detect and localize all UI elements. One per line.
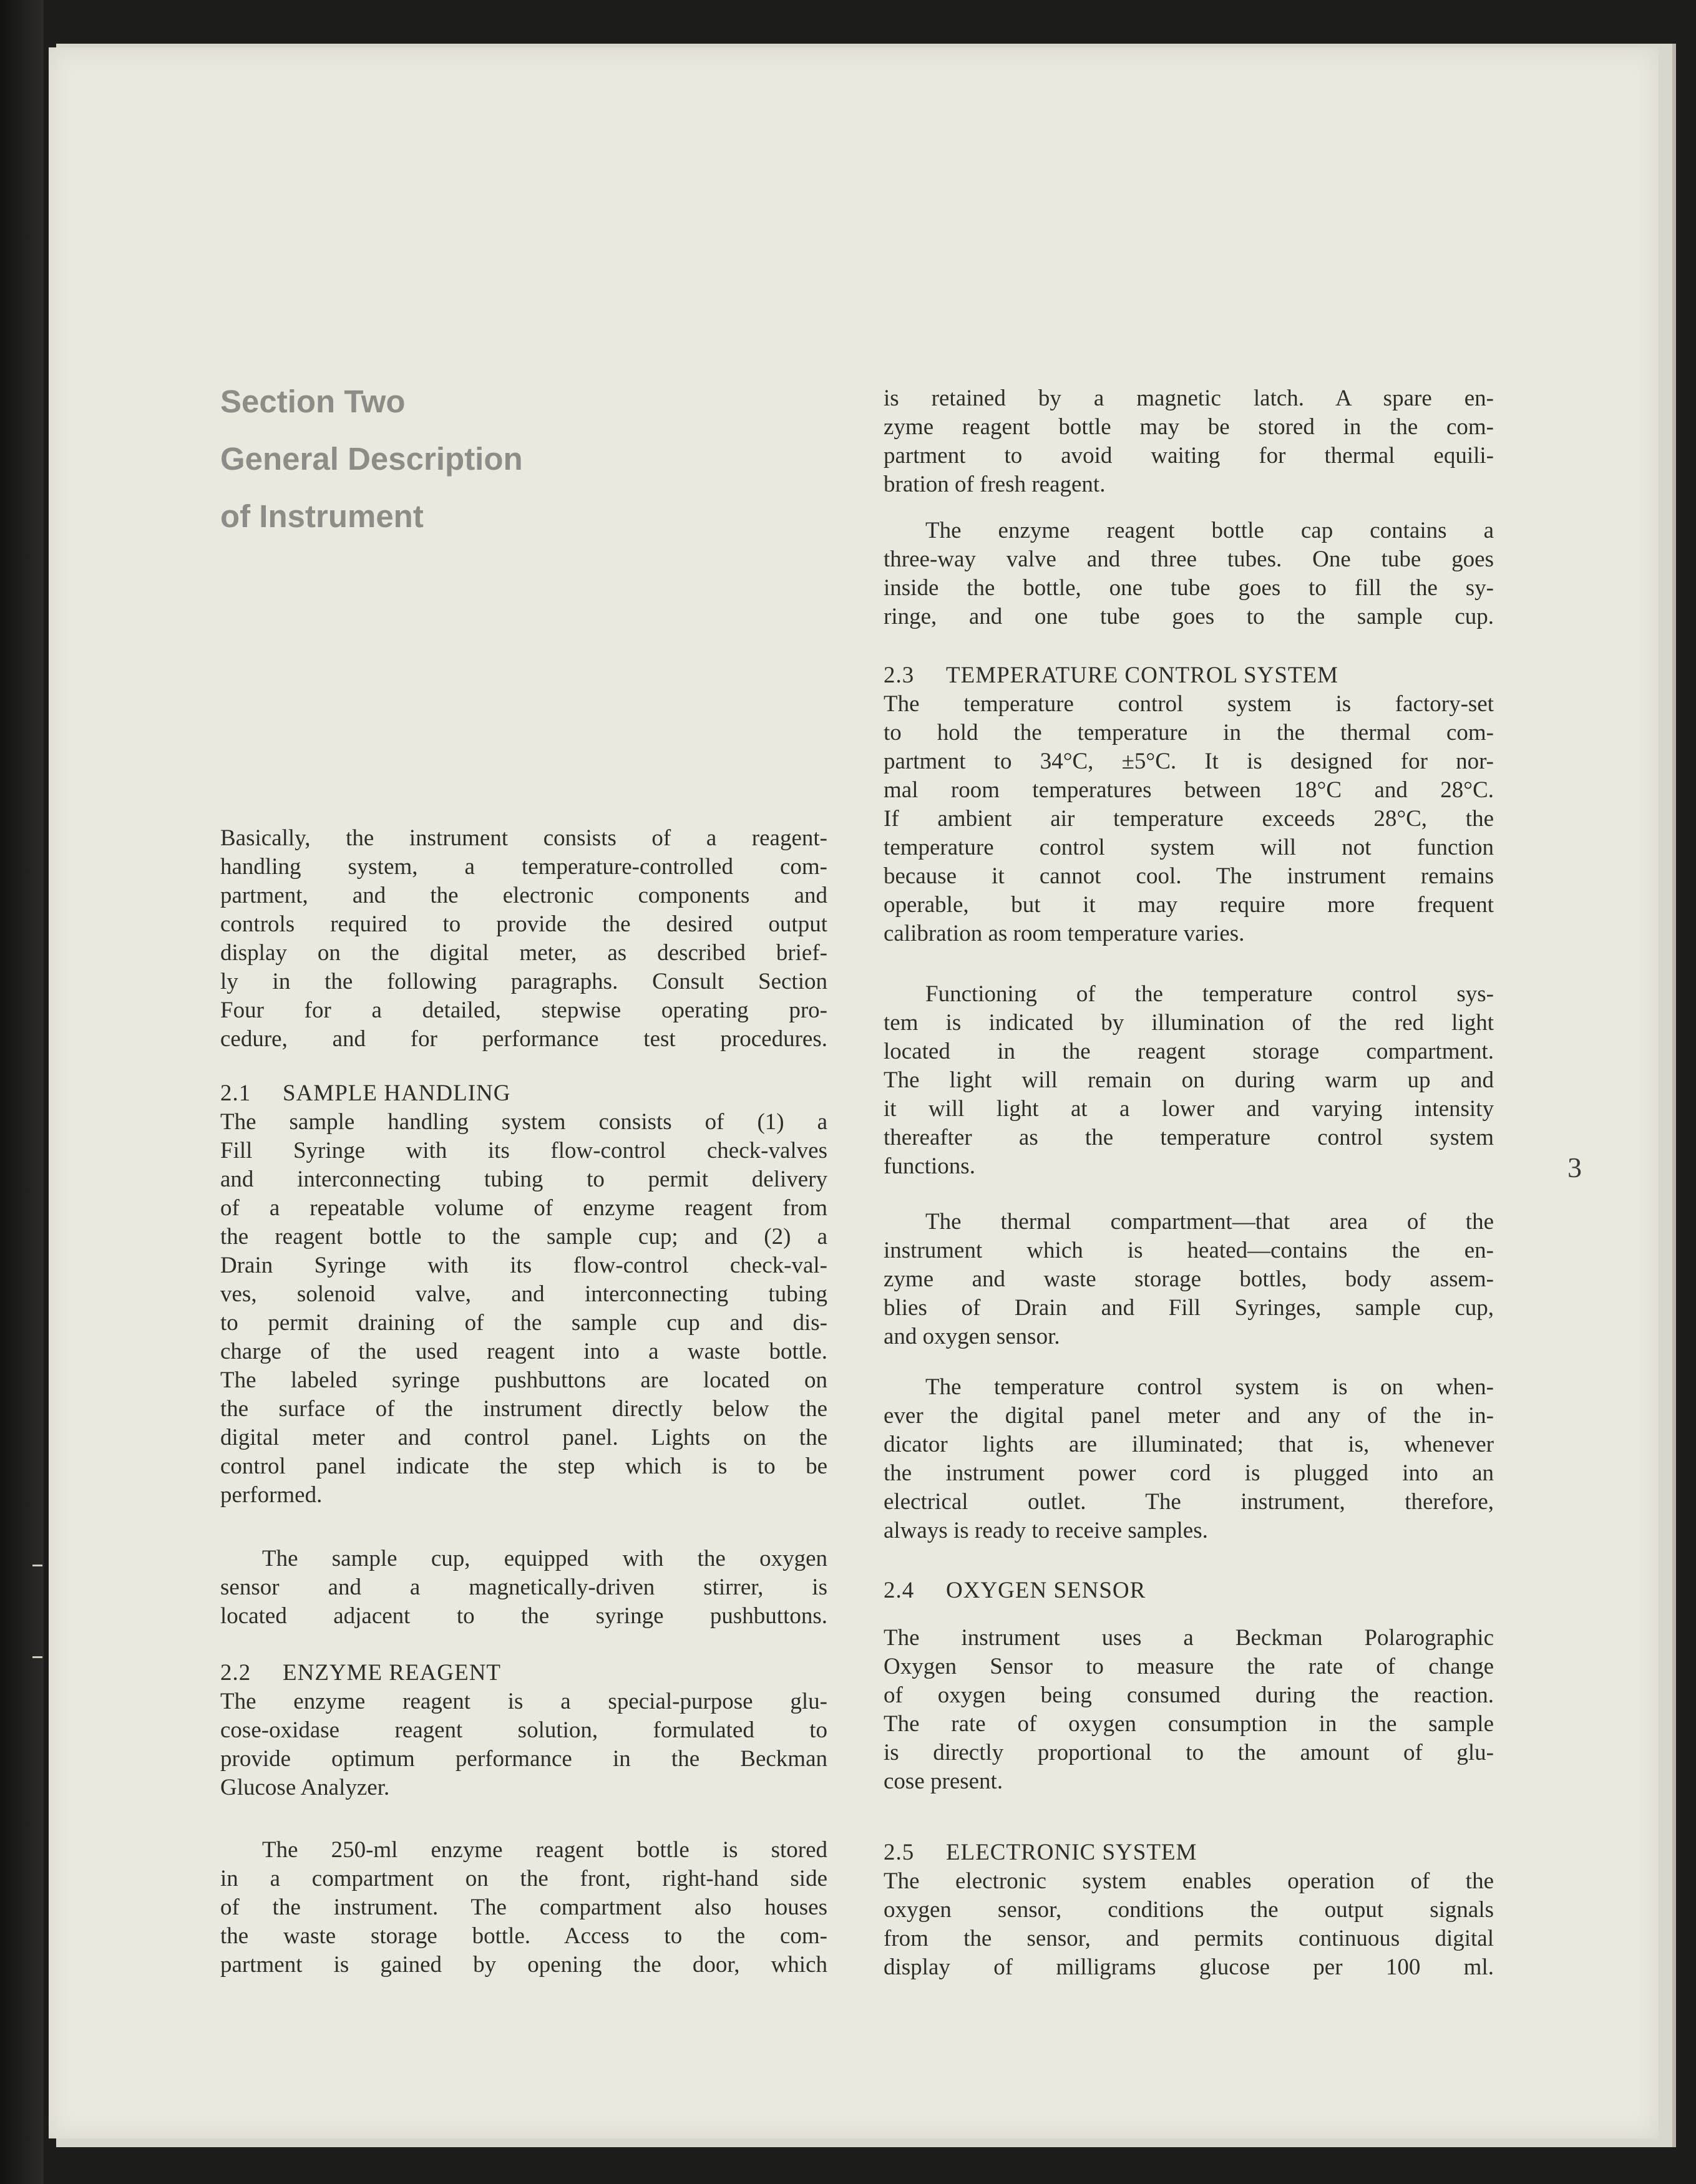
text-line: temperature control system will not function	[884, 835, 1494, 860]
text-line: dicator lights are illuminated; that is, whenever	[884, 1432, 1494, 1457]
subsection-title: TEMPERATURE CONTROL SYSTEM	[946, 662, 1339, 688]
subsection-heading	[884, 1576, 1494, 1605]
text-line: the instrument power cord is plugged into an	[884, 1460, 1494, 1486]
text-line: The rate of oxygen consumption in the sample	[884, 1711, 1494, 1737]
text-line: from the sensor, and permits continuous digital	[884, 1926, 1494, 1951]
subsection-number: 2.3	[884, 662, 915, 688]
text-line: partment to avoid waiting for thermal equili-	[884, 443, 1494, 468]
text-line: zyme and waste storage bottles, body assem-	[884, 1266, 1494, 1292]
paragraph	[220, 1545, 827, 1631]
text-line: of the instrument. The compartment also houses	[220, 1895, 827, 1920]
text-line: functions.	[884, 1153, 975, 1179]
paragraph	[884, 1624, 1494, 1796]
text-line: the surface of the instrument directly below the	[220, 1396, 827, 1422]
text-line: Four for a detailed, stepwise operating pro-	[220, 997, 827, 1023]
subsection-title: ENZYME REAGENT	[283, 1660, 502, 1686]
text-line: of oxygen being consumed during the reaction.	[884, 1682, 1494, 1708]
text-line: cose present.	[884, 1769, 1003, 1794]
heading-line: of Instrument	[220, 498, 424, 534]
text-line: performed.	[220, 1482, 323, 1508]
text-line: Basically, the instrument consists of a reagent-	[220, 825, 827, 851]
section-block	[220, 1079, 827, 1510]
text-line: and interconnecting tubing to permit delivery	[220, 1167, 827, 1192]
text-line: ly in the following paragraphs. Consult Section	[220, 969, 827, 994]
binding-mark	[32, 1656, 42, 1658]
text-line: ever the digital panel meter and any of the in-	[884, 1403, 1494, 1429]
text-line: located adjacent to the syringe pushbuttons.	[220, 1603, 827, 1629]
section-block	[884, 661, 1494, 948]
heading-line: General Description	[220, 441, 523, 477]
text-line: handling system, a temperature-controlled com-	[220, 854, 827, 880]
subsection-title: ELECTRONIC SYSTEM	[946, 1840, 1197, 1865]
section-heading	[220, 373, 523, 545]
text-line: zyme reagent bottle may be stored in the com-	[884, 414, 1494, 440]
text-line: inside the bottle, one tube goes to fill the sy-	[884, 575, 1494, 601]
text-line: charge of the used reagent into a waste bottle.	[220, 1339, 827, 1364]
text-line: of a repeatable volume of enzyme reagent from	[220, 1195, 827, 1221]
text-line: The thermal compartment—that area of the	[925, 1209, 1494, 1235]
paragraph	[220, 824, 827, 1054]
text-line: controls required to provide the desired output	[220, 911, 827, 937]
text-line: to permit draining of the sample cup and dis-	[220, 1310, 827, 1336]
text-line: three-way valve and three tubes. One tube goes	[884, 546, 1494, 572]
subsection-heading	[884, 1838, 1494, 1867]
text-line: tem is indicated by illumination of the red light	[884, 1010, 1494, 1036]
section-block	[220, 1659, 827, 1802]
text-line: the reagent bottle to the sample cup; and (2) a	[220, 1224, 827, 1250]
text-line: The light will remain on during warm up and	[884, 1067, 1494, 1093]
text-line: The 250-ml enzyme reagent bottle is stored	[262, 1837, 827, 1863]
text-line: Functioning of the temperature control sys-	[925, 981, 1494, 1007]
text-line: located in the reagent storage compartment.	[884, 1039, 1494, 1064]
paragraph	[884, 1208, 1494, 1351]
subsection-number: 2.4	[884, 1578, 915, 1603]
text-line: and oxygen sensor.	[884, 1324, 1060, 1349]
text-line: always is ready to receive samples.	[884, 1518, 1208, 1543]
text-line: partment, and the electronic components and	[220, 883, 827, 908]
section-block	[884, 1838, 1494, 1982]
text-line: in a compartment on the front, right-hand side	[220, 1866, 827, 1891]
text-line: oxygen sensor, conditions the output signals	[884, 1897, 1494, 1923]
text-line: the waste storage bottle. Access to the com-	[220, 1923, 827, 1949]
text-line: blies of Drain and Fill Syringes, sample cup,	[884, 1295, 1494, 1321]
text-line: is directly proportional to the amount of glu-	[884, 1740, 1494, 1765]
text-line: thereafter as the temperature control system	[884, 1125, 1494, 1150]
text-line: The temperature control system is on when-	[925, 1374, 1494, 1400]
subsection-heading	[220, 1659, 827, 1687]
text-line: The enzyme reagent bottle cap contains a	[925, 518, 1494, 543]
text-line: Oxygen Sensor to measure the rate of change	[884, 1654, 1494, 1679]
paragraph	[220, 1836, 827, 1979]
text-line: The sample cup, equipped with the oxygen	[262, 1546, 827, 1571]
text-line: electrical outlet. The instrument, therefore,	[884, 1489, 1494, 1515]
subsection-number: 2.5	[884, 1840, 915, 1865]
text-line: display on the digital meter, as described brief-	[220, 940, 827, 966]
paragraph	[884, 1373, 1494, 1545]
text-line: The instrument uses a Beckman Polarographic	[884, 1625, 1494, 1651]
text-line: is retained by a magnetic latch. A spare en-	[884, 386, 1494, 411]
text-line: The electronic system enables operation of the	[884, 1868, 1494, 1894]
paragraph	[884, 384, 1494, 499]
text-line: ringe, and one tube goes to the sample cup.	[884, 604, 1494, 629]
text-line: bration of fresh reagent.	[884, 472, 1106, 497]
subsection-title: OXYGEN SENSOR	[946, 1578, 1146, 1603]
text-line: Glucose Analyzer.	[220, 1775, 390, 1800]
text-line: it will light at a lower and varying intensity	[884, 1096, 1494, 1122]
text-line: The temperature control system is factory-set	[884, 691, 1494, 717]
text-line: Drain Syringe with its flow-control check-val-	[220, 1253, 827, 1278]
text-line: instrument which is heated—contains the en-	[884, 1238, 1494, 1263]
text-line: Fill Syringe with its flow-control check-valves	[220, 1138, 827, 1163]
text-line: cose-oxidase reagent solution, formulated to	[220, 1717, 827, 1743]
text-line: sensor and a magnetically-driven stirrer, is	[220, 1575, 827, 1600]
text-line: If ambient air temperature exceeds 28°C, the	[884, 806, 1494, 832]
subsection-number: 2.2	[220, 1660, 251, 1686]
heading-line: Section Two	[220, 384, 406, 419]
binding-mark	[32, 1565, 42, 1566]
book-spine	[0, 0, 44, 2184]
subsection-heading	[220, 1079, 827, 1108]
text-line: calibration as room temperature varies.	[884, 921, 1245, 946]
text-line: partment to 34°C, ±5°C. It is designed for nor-	[884, 749, 1494, 774]
section-block	[884, 1576, 1494, 1605]
text-line: to hold the temperature in the thermal com-	[884, 720, 1494, 745]
page-number: 3	[1567, 1152, 1582, 1183]
text-line: The enzyme reagent is a special-purpose glu-	[220, 1689, 827, 1714]
paragraph	[884, 980, 1494, 1181]
text-line: control panel indicate the step which is to be	[220, 1454, 827, 1479]
text-line: digital meter and control panel. Lights on the	[220, 1425, 827, 1450]
text-line: mal room temperatures between 18°C and 28°C.	[884, 777, 1494, 803]
text-line: operable, but it may require more frequent	[884, 892, 1494, 918]
text-line: ves, solenoid valve, and interconnecting tubing	[220, 1281, 827, 1307]
text-line: The labeled syringe pushbuttons are located on	[220, 1367, 827, 1393]
paragraph	[884, 517, 1494, 631]
text-line: provide optimum performance in the Beckman	[220, 1746, 827, 1772]
subsection-title: SAMPLE HANDLING	[283, 1080, 511, 1106]
text-line: cedure, and for performance test procedures.	[220, 1026, 827, 1052]
subsection-number: 2.1	[220, 1080, 251, 1106]
text-line: partment is gained by opening the door, which	[220, 1952, 827, 1978]
text-line: because it cannot cool. The instrument remains	[884, 863, 1494, 889]
text-line: The sample handling system consists of (1) a	[220, 1109, 827, 1135]
text-line: display of milligrams glucose per 100 ml.	[884, 1954, 1494, 1980]
subsection-heading	[884, 661, 1494, 690]
